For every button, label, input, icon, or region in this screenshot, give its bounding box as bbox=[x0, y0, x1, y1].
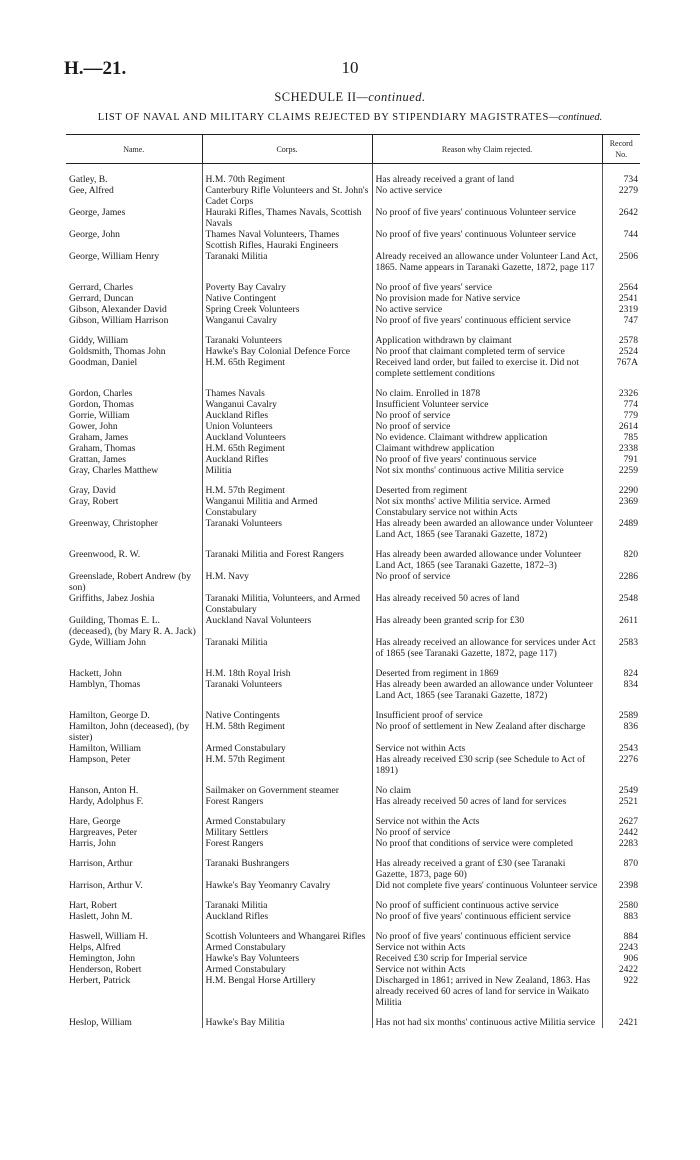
cell-corps: Taranaki Volunteers bbox=[202, 326, 372, 346]
cell-record: 2489 bbox=[602, 518, 640, 540]
cell-name: Goodman, Daniel bbox=[69, 357, 138, 368]
table-row bbox=[66, 593, 640, 615]
cell-reason: Has already received 50 acres of land bbox=[372, 593, 602, 615]
cell-record: 2578 bbox=[602, 326, 640, 346]
cell-corps: H.M. Bengal Horse Artillery bbox=[202, 975, 372, 1008]
cell-record: 2290 bbox=[602, 476, 640, 496]
cell-name: Gray, David bbox=[69, 485, 116, 496]
cell-corps: Wanganui Cavalry bbox=[202, 315, 372, 326]
cell-name: Greenwood, R. W. bbox=[69, 549, 141, 560]
cell-reason: Service not within Acts bbox=[372, 942, 602, 953]
cell-corps: Hawke's Bay Yeomanry Cavalry bbox=[202, 880, 372, 891]
cell-record: 2627 bbox=[602, 807, 640, 827]
cell-corps: Taranaki Militia, Volunteers, and Armed Constabulary bbox=[202, 593, 372, 615]
cell-record: 2580 bbox=[602, 891, 640, 911]
cell-reason: No proof of settlement in New Zealand after discharge bbox=[372, 721, 602, 743]
table-row bbox=[66, 776, 640, 796]
cell-name: Giddy, William bbox=[69, 335, 129, 346]
list-title bbox=[0, 112, 700, 123]
cell-corps: Hawke's Bay Colonial Defence Force bbox=[202, 346, 372, 357]
table-row bbox=[66, 701, 640, 721]
cell-reason: Did not complete five years' continuous Volunteer service bbox=[372, 880, 602, 891]
cell-record: 774 bbox=[602, 399, 640, 410]
cell-name: Gray, Robert bbox=[69, 496, 119, 507]
table-row bbox=[66, 379, 640, 399]
list-title-suffix: —continued. bbox=[548, 112, 603, 123]
table-row bbox=[66, 911, 640, 922]
table-row bbox=[66, 942, 640, 953]
cell-reason: Service not within Acts bbox=[372, 743, 602, 754]
table-row bbox=[66, 315, 640, 326]
cell-name: Haswell, William H. bbox=[69, 931, 148, 942]
cell-corps: Taranaki Volunteers bbox=[202, 679, 372, 701]
cell-reason: No proof of sufficient continuous active service bbox=[372, 891, 602, 911]
table-row bbox=[66, 454, 640, 465]
cell-reason: Has already been awarded allowance under Volunteer Land Act, 1865 (see Taranaki Gazette, 1872–3) bbox=[372, 540, 602, 571]
cell-reason: Has already been awarded an allowance under Volunteer Land Act, 1865 (see Taranaki Gazette, 1872) bbox=[372, 679, 602, 701]
cell-reason: Application withdrawn by claimant bbox=[372, 326, 602, 346]
cell-name: Goldsmith, Thomas John bbox=[69, 346, 166, 357]
cell-corps: Taranaki Militia and Forest Rangers bbox=[202, 540, 372, 571]
cell-reason: Has already received a grant of land bbox=[372, 164, 602, 186]
table-row bbox=[66, 164, 640, 186]
table-row bbox=[66, 953, 640, 964]
table-row bbox=[66, 964, 640, 975]
cell-reason: Deserted from regiment bbox=[372, 476, 602, 496]
table-row bbox=[66, 293, 640, 304]
cell-reason: Has not had six months' continuous active Militia service bbox=[372, 1008, 602, 1028]
cell-reason: No proof of five years' continuous service bbox=[372, 454, 602, 465]
cell-name: Hemington, John bbox=[69, 953, 136, 964]
cell-record: 836 bbox=[602, 721, 640, 743]
cell-name: Greenslade, Robert Andrew (by son) bbox=[69, 571, 192, 593]
cell-record: 2283 bbox=[602, 838, 640, 849]
cell-record: 2548 bbox=[602, 593, 640, 615]
cell-reason: No proof that claimant completed term of service bbox=[372, 346, 602, 357]
table-row bbox=[66, 659, 640, 679]
cell-name: Gray, Charles Matthew bbox=[69, 465, 159, 476]
cell-corps: Wanganui Militia and Armed Constabulary bbox=[202, 496, 372, 518]
cell-record: 2369 bbox=[602, 496, 640, 518]
cell-corps: H.M. 65th Regiment bbox=[202, 357, 372, 379]
cell-name: Hare, George bbox=[69, 816, 121, 827]
cell-corps: H.M. 65th Regiment bbox=[202, 443, 372, 454]
table-row bbox=[66, 421, 640, 432]
cell-corps: Auckland Rifles bbox=[202, 410, 372, 421]
cell-record: 2549 bbox=[602, 776, 640, 796]
table-row bbox=[66, 1008, 640, 1028]
cell-record: 2319 bbox=[602, 304, 640, 315]
cell-record: 2243 bbox=[602, 942, 640, 953]
cell-corps: Taranaki Militia bbox=[202, 637, 372, 659]
cell-name: Gorrie, William bbox=[69, 410, 130, 421]
cell-record: 2589 bbox=[602, 701, 640, 721]
cell-corps: Thames Navals bbox=[202, 379, 372, 399]
cell-corps: Taranaki Bushrangers bbox=[202, 849, 372, 880]
cell-name: Hamilton, William bbox=[69, 743, 141, 754]
table-row bbox=[66, 518, 640, 540]
table-row bbox=[66, 496, 640, 518]
cell-corps: H.M. 58th Regiment bbox=[202, 721, 372, 743]
cell-record: 767A bbox=[602, 357, 640, 379]
cell-record: 883 bbox=[602, 911, 640, 922]
cell-record: 734 bbox=[602, 164, 640, 186]
cell-reason: No claim bbox=[372, 776, 602, 796]
cell-name: George, John bbox=[69, 229, 120, 240]
cell-reason: Insufficient Volunteer service bbox=[372, 399, 602, 410]
cell-corps: Union Volunteers bbox=[202, 421, 372, 432]
cell-record: 2611 bbox=[602, 615, 640, 637]
cell-record: 791 bbox=[602, 454, 640, 465]
table-row bbox=[66, 326, 640, 346]
cell-reason: No proof of service bbox=[372, 571, 602, 593]
table-row bbox=[66, 476, 640, 496]
cell-record: 884 bbox=[602, 922, 640, 942]
table-row bbox=[66, 615, 640, 637]
cell-record: 744 bbox=[602, 229, 640, 251]
table-row bbox=[66, 721, 640, 743]
cell-record: 906 bbox=[602, 953, 640, 964]
table-row bbox=[66, 637, 640, 659]
cell-reason: No claim. Enrolled in 1878 bbox=[372, 379, 602, 399]
cell-record: 922 bbox=[602, 975, 640, 1008]
cell-record: 2338 bbox=[602, 443, 640, 454]
table-header-row bbox=[66, 135, 640, 164]
header-reason: Reason why Claim rejected. bbox=[372, 135, 602, 164]
table-row bbox=[66, 827, 640, 838]
cell-reason: Insufficient proof of service bbox=[372, 701, 602, 721]
cell-corps: Auckland Rifles bbox=[202, 911, 372, 922]
table-row bbox=[66, 432, 640, 443]
cell-reason: No proof of five years' continuous efficient service bbox=[372, 911, 602, 922]
table-row bbox=[66, 410, 640, 421]
cell-corps: H.M. 57th Regiment bbox=[202, 754, 372, 776]
cell-reason: Has already received a grant of £30 (see Taranaki Gazette, 1873, page 60) bbox=[372, 849, 602, 880]
cell-reason: Received £30 scrip for Imperial service bbox=[372, 953, 602, 964]
cell-name: Helps, Alfred bbox=[69, 942, 121, 953]
cell-corps: Canterbury Rifle Volunteers and St. John's Cadet Corps bbox=[202, 185, 372, 207]
cell-reason: No proof of five years' continuous efficient service bbox=[372, 922, 602, 942]
cell-reason: No proof of service bbox=[372, 410, 602, 421]
cell-reason: No proof of service bbox=[372, 827, 602, 838]
header-corps: Corps. bbox=[202, 135, 372, 164]
cell-corps: Wanganui Cavalry bbox=[202, 399, 372, 410]
cell-name: George, James bbox=[69, 207, 126, 218]
cell-corps: Taranaki Militia bbox=[202, 891, 372, 911]
cell-corps: Military Settlers bbox=[202, 827, 372, 838]
cell-reason: Claimant withdrew application bbox=[372, 443, 602, 454]
cell-name: Hackett, John bbox=[69, 668, 122, 679]
table-row bbox=[66, 571, 640, 593]
cell-reason: Already received an allowance under Volunteer Land Act, 1865. Name appears in Taranaki Gazette, 1872, page 117 bbox=[372, 251, 602, 273]
table-row bbox=[66, 304, 640, 315]
table-row bbox=[66, 251, 640, 273]
cell-reason: Not six months' continuous active Militia service bbox=[372, 465, 602, 476]
table-row bbox=[66, 807, 640, 827]
cell-record: 2442 bbox=[602, 827, 640, 838]
table-body bbox=[66, 164, 640, 1029]
cell-name: Hampson, Peter bbox=[69, 754, 131, 765]
cell-reason: Received land order, but failed to exercise it. Did not complete settlement conditions bbox=[372, 357, 602, 379]
cell-reason: No provision made for Native service bbox=[372, 293, 602, 304]
cell-reason: No active service bbox=[372, 185, 602, 207]
cell-corps: Armed Constabulary bbox=[202, 942, 372, 953]
cell-record: 2422 bbox=[602, 964, 640, 975]
cell-name: Gibson, Alexander David bbox=[69, 304, 167, 315]
page-number: 10 bbox=[341, 58, 359, 77]
cell-name: Haslett, John M. bbox=[69, 911, 133, 922]
claims-table bbox=[66, 134, 640, 1028]
table-row bbox=[66, 399, 640, 410]
cell-name: Gatley, B. bbox=[69, 174, 108, 185]
cell-record: 824 bbox=[602, 659, 640, 679]
cell-record: 2614 bbox=[602, 421, 640, 432]
cell-corps: Auckland Volunteers bbox=[202, 432, 372, 443]
cell-record: 2524 bbox=[602, 346, 640, 357]
cell-record: 870 bbox=[602, 849, 640, 880]
cell-record: 2398 bbox=[602, 880, 640, 891]
cell-record: 2642 bbox=[602, 207, 640, 229]
header-record: Record No. bbox=[602, 135, 640, 164]
cell-name: Gyde, William John bbox=[69, 637, 146, 648]
cell-corps: Hawke's Bay Militia bbox=[202, 1008, 372, 1028]
cell-reason: No proof of five years' service bbox=[372, 273, 602, 293]
cell-corps: Native Contingent bbox=[202, 293, 372, 304]
cell-reason: Has already received 50 acres of land for services bbox=[372, 796, 602, 807]
cell-corps: Taranaki Militia bbox=[202, 251, 372, 273]
table-row bbox=[66, 443, 640, 454]
cell-corps: H.M. 57th Regiment bbox=[202, 476, 372, 496]
cell-name: Guilding, Thomas E. L. (deceased), (by Mary R. A. Jack) bbox=[69, 615, 196, 637]
cell-name: Hamilton, John (deceased), (by sister) bbox=[69, 721, 190, 743]
table-row bbox=[66, 849, 640, 880]
cell-reason: No proof that conditions of service were completed bbox=[372, 838, 602, 849]
cell-record: 2583 bbox=[602, 637, 640, 659]
cell-name: Herbert, Patrick bbox=[69, 975, 131, 986]
schedule-label: SCHEDULE II bbox=[274, 90, 357, 104]
cell-record: 820 bbox=[602, 540, 640, 571]
cell-corps: Thames Naval Volunteers, Thames Scottish Rifles, Hauraki Engineers bbox=[202, 229, 372, 251]
cell-record: 2326 bbox=[602, 379, 640, 399]
cell-reason: No evidence. Claimant withdrew application bbox=[372, 432, 602, 443]
cell-name: Gordon, Thomas bbox=[69, 399, 134, 410]
cell-name: Harris, John bbox=[69, 838, 116, 849]
cell-reason: Deserted from regiment in 1869 bbox=[372, 659, 602, 679]
cell-name: Hardy, Adolphus F. bbox=[69, 796, 144, 807]
cell-corps: Sailmaker on Government steamer bbox=[202, 776, 372, 796]
cell-reason: No proof of five years' continuous Volunteer service bbox=[372, 207, 602, 229]
cell-record: 2279 bbox=[602, 185, 640, 207]
table-row bbox=[66, 891, 640, 911]
cell-corps: H.M. 18th Royal Irish bbox=[202, 659, 372, 679]
cell-reason: Has already received an allowance for services under Act of 1865 (see Taranaki Gazette, 1872, page 117) bbox=[372, 637, 602, 659]
cell-name: Graham, Thomas bbox=[69, 443, 136, 454]
cell-record: 834 bbox=[602, 679, 640, 701]
cell-corps: Militia bbox=[202, 465, 372, 476]
table-row bbox=[66, 679, 640, 701]
cell-record: 2421 bbox=[602, 1008, 640, 1028]
cell-name: Hart, Robert bbox=[69, 900, 117, 911]
cell-corps: Scottish Volunteers and Whangarei Rifles bbox=[202, 922, 372, 942]
cell-corps: Armed Constabulary bbox=[202, 807, 372, 827]
cell-name: Gower, John bbox=[69, 421, 118, 432]
cell-reason: Has already been awarded an allowance under Volunteer Land Act, 1865 (see Taranaki Gazette, 1872) bbox=[372, 518, 602, 540]
table-row bbox=[66, 273, 640, 293]
cell-record: 2564 bbox=[602, 273, 640, 293]
cell-record: 2506 bbox=[602, 251, 640, 273]
cell-name: Graham, James bbox=[69, 432, 129, 443]
cell-reason: Not six months' active Militia service. Armed Constabulary service not within Acts bbox=[372, 496, 602, 518]
header-name: Name. bbox=[66, 135, 202, 164]
table-row bbox=[66, 743, 640, 754]
table-row bbox=[66, 357, 640, 379]
list-title-text: LIST OF NAVAL AND MILITARY CLAIMS REJECTED BY STIPENDIARY MAGISTRATES bbox=[97, 112, 549, 123]
cell-record: 2541 bbox=[602, 293, 640, 304]
cell-corps: Forest Rangers bbox=[202, 838, 372, 849]
cell-record: 2259 bbox=[602, 465, 640, 476]
cell-corps: Native Contingents bbox=[202, 701, 372, 721]
table-row bbox=[66, 796, 640, 807]
cell-record: 785 bbox=[602, 432, 640, 443]
cell-corps: Spring Creek Volunteers bbox=[202, 304, 372, 315]
table-row bbox=[66, 880, 640, 891]
cell-reason: Has already been granted scrip for £30 bbox=[372, 615, 602, 637]
cell-reason: No proof of five years' continuous efficient service bbox=[372, 315, 602, 326]
cell-reason: Service not within Acts bbox=[372, 964, 602, 975]
cell-record: 2276 bbox=[602, 754, 640, 776]
cell-name: George, William Henry bbox=[69, 251, 160, 262]
cell-corps: Hauraki Rifles, Thames Navals, Scottish Navals bbox=[202, 207, 372, 229]
table-row bbox=[66, 185, 640, 207]
cell-name: Gerrard, Duncan bbox=[69, 293, 134, 304]
cell-corps: Taranaki Volunteers bbox=[202, 518, 372, 540]
cell-name: Hanson, Anton H. bbox=[69, 785, 139, 796]
table-row bbox=[66, 229, 640, 251]
cell-corps: Armed Constabulary bbox=[202, 743, 372, 754]
table-row bbox=[66, 207, 640, 229]
cell-corps: Poverty Bay Cavalry bbox=[202, 273, 372, 293]
cell-reason: No proof of service bbox=[372, 421, 602, 432]
cell-name: Hamblyn, Thomas bbox=[69, 679, 141, 690]
cell-name: Henderson, Robert bbox=[69, 964, 142, 975]
cell-name: Gibson, William Harrison bbox=[69, 315, 169, 326]
cell-name: Hamilton, George D. bbox=[69, 710, 150, 721]
cell-reason: Discharged in 1861; arrived in New Zealand, 1863. Has already received 60 acres of land for service in Waikato Militia bbox=[372, 975, 602, 1008]
cell-record: 747 bbox=[602, 315, 640, 326]
table-row bbox=[66, 540, 640, 571]
table-row bbox=[66, 346, 640, 357]
cell-record: 2286 bbox=[602, 571, 640, 593]
cell-reason: No proof of five years' continuous Volunteer service bbox=[372, 229, 602, 251]
cell-corps: H.M. 70th Regiment bbox=[202, 164, 372, 186]
table-row bbox=[66, 465, 640, 476]
cell-name: Harrison, Arthur V. bbox=[69, 880, 143, 891]
table-row bbox=[66, 975, 640, 1008]
cell-reason: Has already received £30 scrip (see Schedule to Act of 1891) bbox=[372, 754, 602, 776]
cell-corps: Auckland Rifles bbox=[202, 454, 372, 465]
cell-corps: Armed Constabulary bbox=[202, 964, 372, 975]
cell-name: Greenway, Christopher bbox=[69, 518, 158, 529]
cell-name: Heslop, William bbox=[69, 1017, 132, 1028]
cell-record: 2543 bbox=[602, 743, 640, 754]
document-reference: H.—21. bbox=[64, 58, 127, 79]
cell-name: Gordon, Charles bbox=[69, 388, 133, 399]
cell-name: Harrison, Arthur bbox=[69, 858, 133, 869]
cell-corps: H.M. Navy bbox=[202, 571, 372, 593]
cell-name: Grattan, James bbox=[69, 454, 127, 465]
table-row bbox=[66, 838, 640, 849]
cell-name: Griffiths, Jabez Joshia bbox=[69, 593, 155, 604]
cell-corps: Auckland Naval Volunteers bbox=[202, 615, 372, 637]
cell-reason: Service not within the Acts bbox=[372, 807, 602, 827]
table-row bbox=[66, 754, 640, 776]
cell-corps: Forest Rangers bbox=[202, 796, 372, 807]
cell-name: Hargreaves, Peter bbox=[69, 827, 138, 838]
schedule-suffix: —continued. bbox=[356, 90, 426, 104]
schedule-heading bbox=[0, 90, 700, 105]
cell-record: 2521 bbox=[602, 796, 640, 807]
cell-name: Gee, Alfred bbox=[69, 185, 114, 196]
cell-reason: No active service bbox=[372, 304, 602, 315]
table-row bbox=[66, 922, 640, 942]
cell-corps: Hawke's Bay Volunteers bbox=[202, 953, 372, 964]
cell-name: Gerrard, Charles bbox=[69, 282, 133, 293]
cell-record: 779 bbox=[602, 410, 640, 421]
